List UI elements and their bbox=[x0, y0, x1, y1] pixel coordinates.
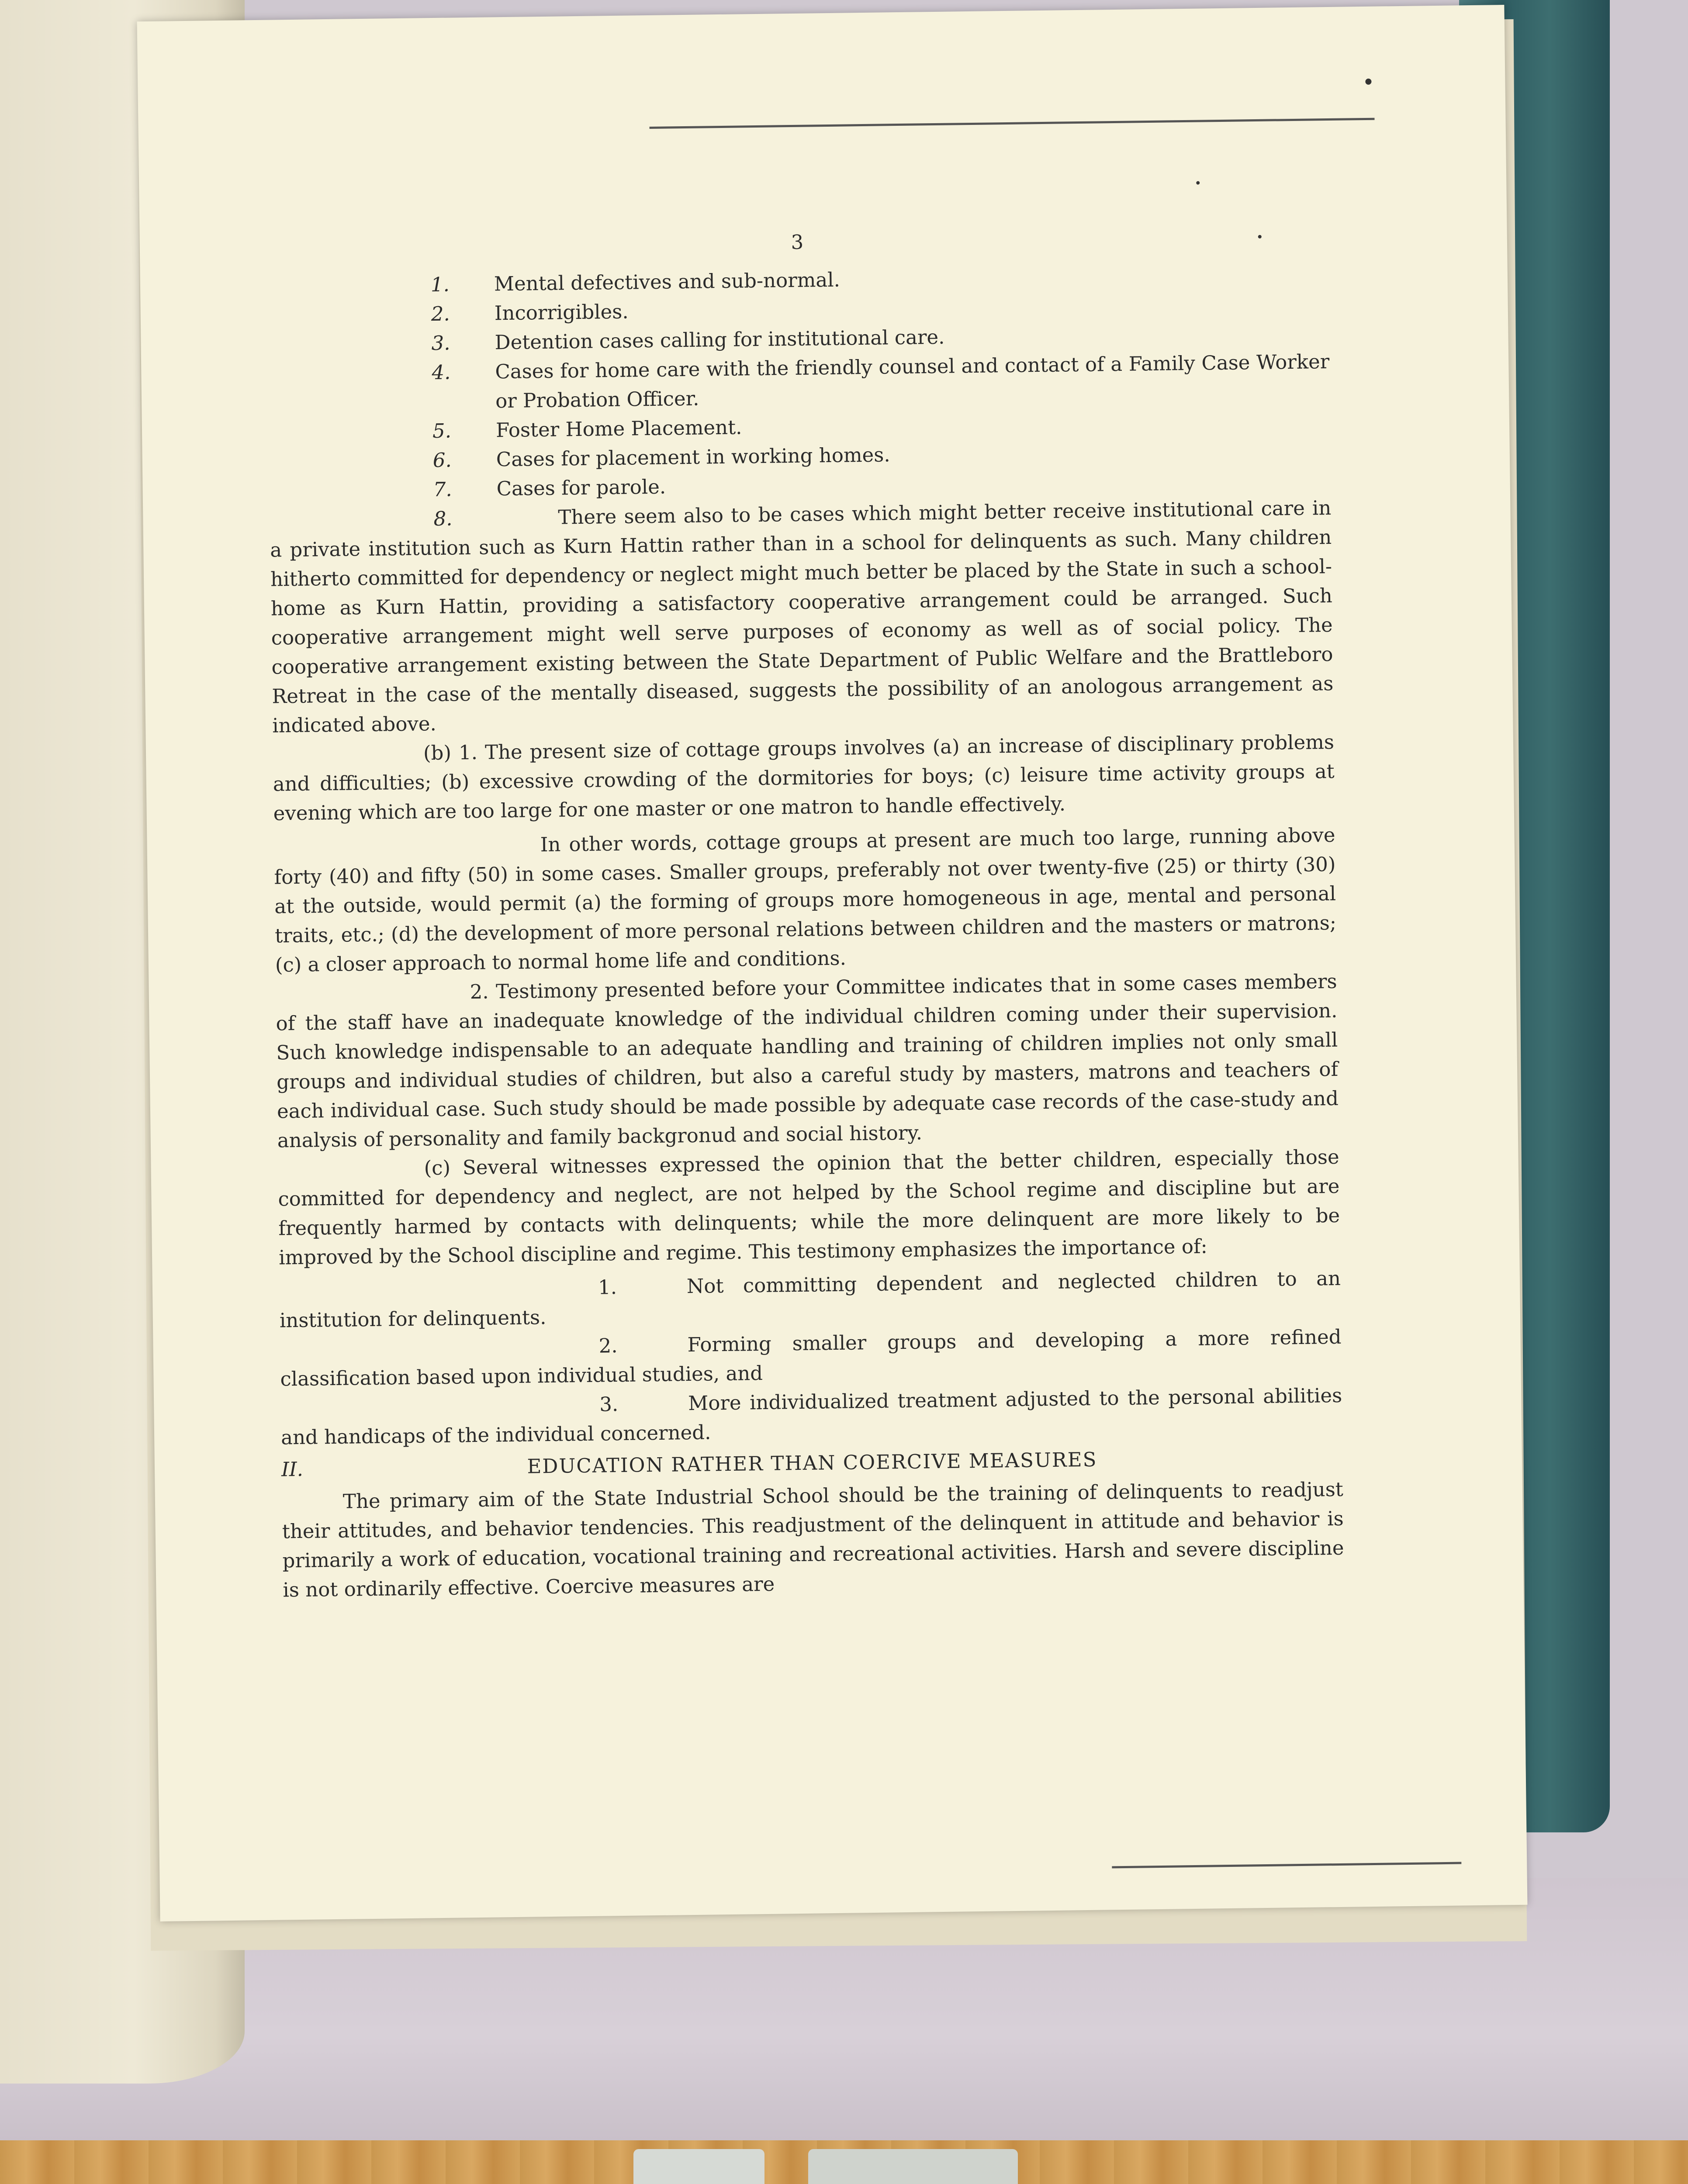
list-item-text: Incorrigibles. bbox=[494, 300, 629, 325]
page-number: 3 bbox=[791, 230, 804, 254]
list-item-text: Cases for parole. bbox=[496, 475, 666, 501]
paragraph-c: (c) Several witnesses expressed the opinion that the better children, especially those committed for dependency and neglect, are not helped by the School regime and discipline but are frequently harmed by contacts with delinquents; while the more delinquent are more likely to be improved by the School discipline and regime. This testimony emphasizes the importance of: bbox=[278, 1145, 1340, 1269]
page-content bbox=[266, 221, 1345, 1604]
item-8-text: There seem also to be cases which might better receive institutional care in a private institution such as Kurn Hattin rather than in a school for delinquents as such. Many children hitherto committed for dependency or neglect might much better be placed by the State in such a school-home as Kurn Hattin, providing a satisfactory cooperative arrangement could be arranged. Such cooperative arrangement might well serve purposes of economy as well as of social policy. The cooperative arrangement existing between the State Department of Public Welfare and the Brattleboro Retreat in the case of the mentally diseased, suggests the possibility of an anologous arrangement as indicated above. bbox=[270, 496, 1334, 737]
paragraph-2: 2. Testimony presented before your Committee indicates that in some cases members of the staff have an inadequate knowledge of the individual children coming under their supervision. Such knowledge indispensable to an adequate handling and training of children implies not only small groups and individual studies of children, but also a careful study by masters, matrons and teachers of each individual case. Such study should be made possible by adequate case records of the case-study and analysis of personality and family backgronud and social history. bbox=[276, 969, 1339, 1152]
list-item-text: Cases for placement in working homes. bbox=[496, 443, 890, 471]
list-item-number: 4. bbox=[432, 360, 451, 384]
list-item-text: Foster Home Placement. bbox=[495, 415, 742, 442]
bottom-rule bbox=[1112, 1862, 1461, 1869]
list-item-number: 7. bbox=[433, 477, 452, 501]
section-heading: EDUCATION RATHER THAN COERCIVE MEASURES bbox=[527, 1448, 1097, 1478]
list-item-text: Mental defectives and sub-normal. bbox=[494, 268, 841, 296]
sub-item-number: 1. bbox=[598, 1275, 617, 1299]
speck bbox=[1365, 79, 1371, 85]
speck bbox=[1196, 181, 1200, 185]
top-rule bbox=[650, 118, 1375, 129]
section-paragraph: The primary aim of the State Industrial School should be the training of delinquents to readjust their attitudes, and behavior tendencies. This readjustment of the delinquent in attitude and behavior is primarily a work of education, vocational training and recreational activities. Harsh and severe discipline is not ordinarily effective. Coercive measures are bbox=[282, 1477, 1344, 1602]
list-item-text: Cases for home care with the friendly counsel and contact of a Family Case Worker or Probation Officer. bbox=[495, 349, 1330, 413]
paragraph-other-words: In other words, cottage groups at present are much too large, running above forty (40) and fifty (50) in some cases. Smaller groups, preferably not over twenty-five (25) or thirty (30) at the outside, would permit (a) the forming of groups more homogeneous in age, mental and personal traits, etc.; (d) the development of more personal relations between children and the masters or matrons; (c) a closer approach to normal home life and conditions. bbox=[274, 823, 1337, 977]
sub-item-text: Not committing dependent and neglected children to an institution for delinquents. bbox=[279, 1266, 1341, 1332]
paper-tab bbox=[633, 2149, 764, 2184]
sub-item-number: 2. bbox=[598, 1334, 618, 1358]
list-item-number: 6. bbox=[432, 448, 452, 472]
sub-item-number: 3. bbox=[599, 1393, 619, 1416]
sub-item-text: Forming smaller groups and developing a more refined classification based upon individual studies, and bbox=[280, 1325, 1342, 1391]
paper-tab bbox=[808, 2149, 1018, 2184]
sub-item-text: More individualized treatment adjusted to the personal abilities and handicaps of the individual concerned. bbox=[280, 1383, 1342, 1449]
item-8-paragraph bbox=[270, 493, 1334, 740]
paragraph-b1: (b) 1. The present size of cottage groups involves (a) an increase of disciplinary problems and difficulties; (b) excessive crowding of the dormitories for boys; (c) leisure time activity groups at evening which are too large for one master or one matron to handle effectively. bbox=[273, 730, 1335, 825]
list-item-number: 1. bbox=[430, 273, 450, 297]
item-8-number: 8. bbox=[433, 507, 453, 531]
list-item-number: 2. bbox=[431, 302, 450, 326]
document-page bbox=[137, 5, 1528, 1921]
list-item-number: 3. bbox=[431, 331, 450, 355]
list-item-number: 5. bbox=[432, 419, 452, 443]
list-item-text: Detention cases calling for institutional care. bbox=[495, 325, 945, 354]
section-number: II. bbox=[281, 1457, 304, 1481]
